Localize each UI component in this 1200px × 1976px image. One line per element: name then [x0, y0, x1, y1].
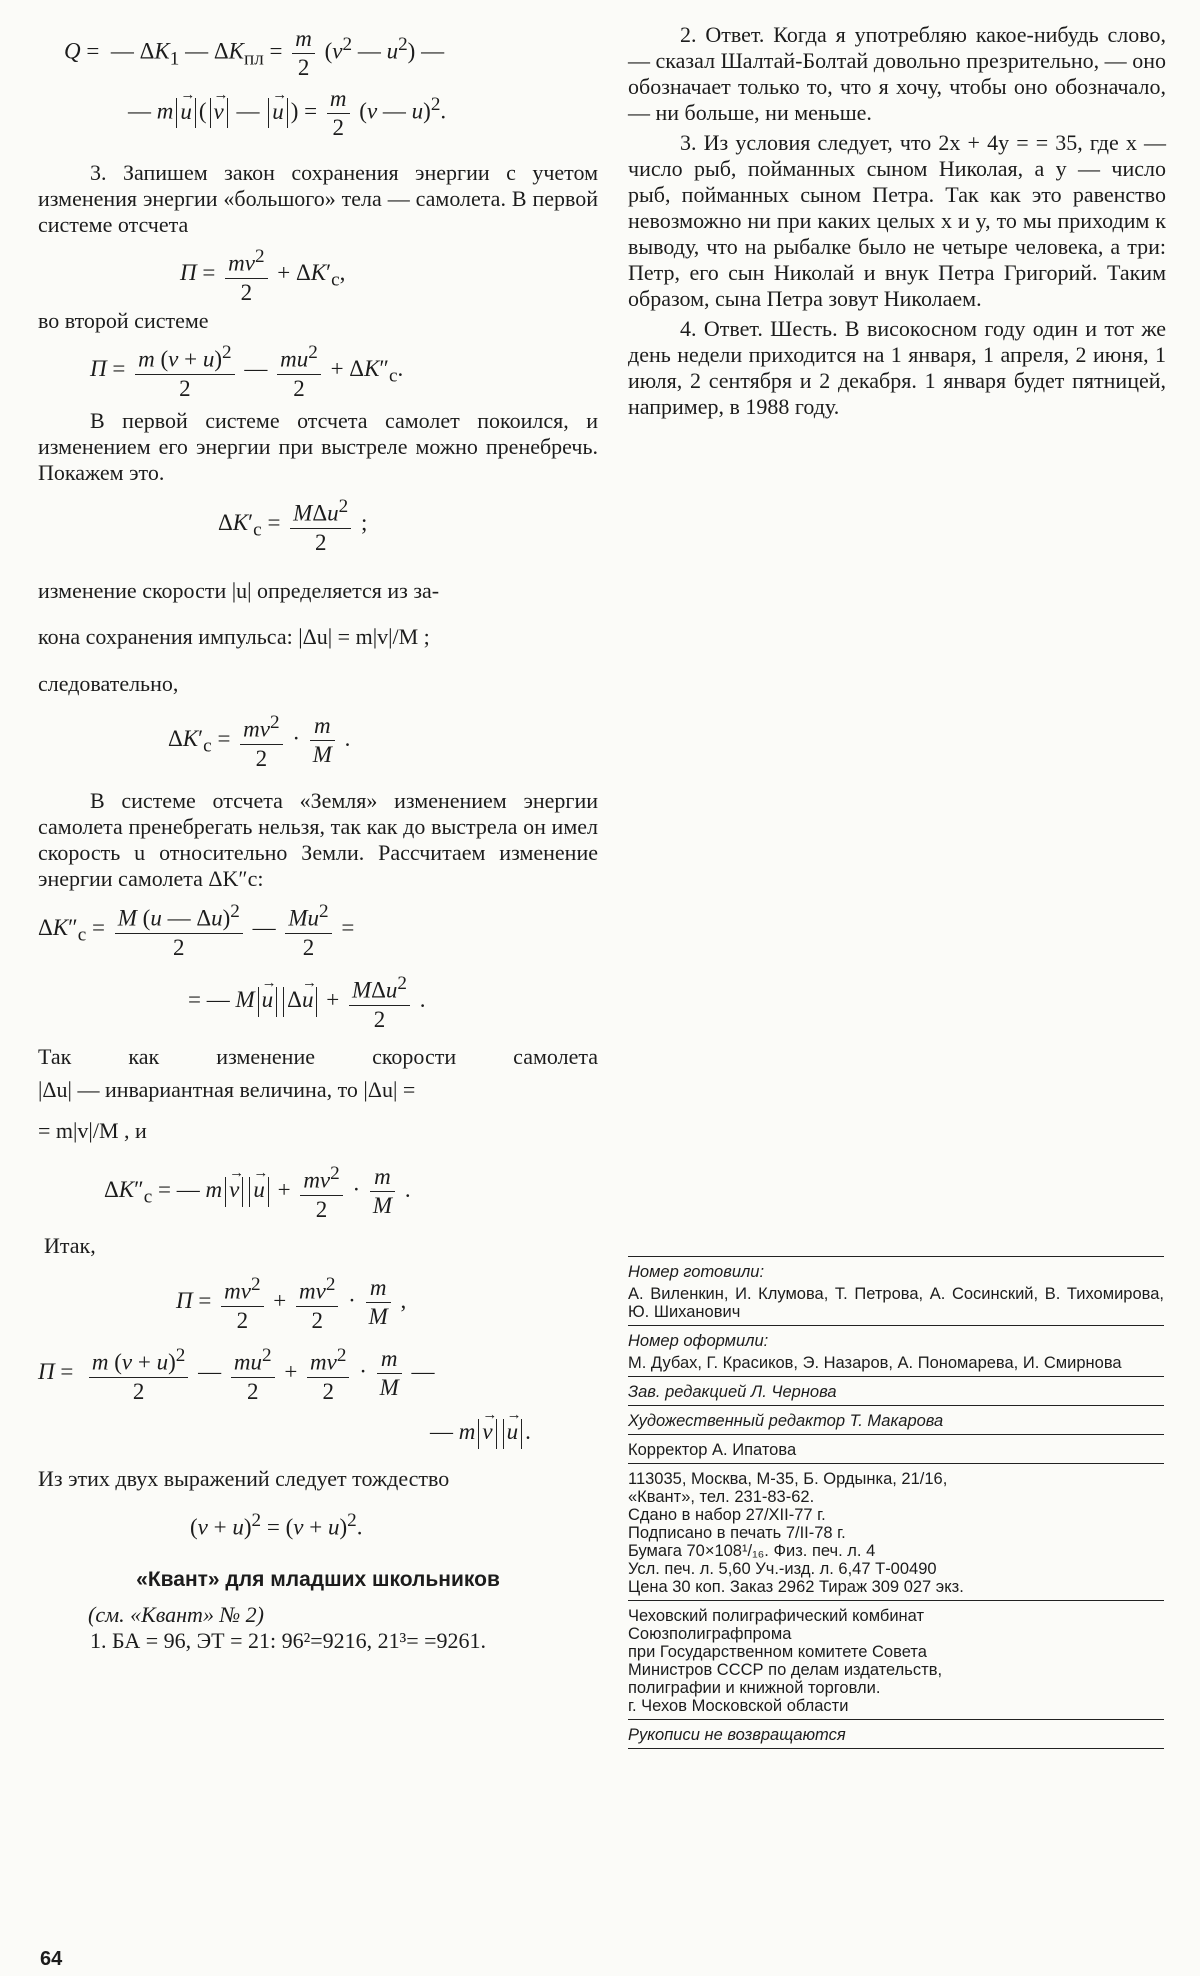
divider — [628, 1600, 1164, 1601]
printer-line: Министров СССР по делам издательств, — [628, 1661, 943, 1679]
prepared-label: Номер готовили: — [628, 1263, 765, 1281]
answer-1: 1. БА = 96, ЭТ = 21: 96²=9216, 21³= =9261. — [90, 1628, 487, 1653]
paragraph-therefore: следовательно, — [38, 671, 179, 696]
paragraph-first-system: В первой системе отсчета самолет покоился, и изменением его энергии при выстреле можно пренебречь. Покажем это. — [38, 408, 598, 485]
equation-4: $\Delta K'_с$ = $\frac{M\Delta u^2}{2}$ ; — [218, 486, 598, 560]
equation-6: $\Delta K''_с$ = $\frac{M (u — \Delta u)^2}{2}$ — $\frac{Mu^2}{2}$ = = — M→ u Δ→ u + $\frac{M\Delta u^2}{2}$ . — [38, 892, 598, 1036]
equation-2: П = $\frac{mv^2}{2}$ + $\Delta K'_с$, — [180, 238, 598, 308]
left-column — [38, 18, 598, 1654]
paragraph-3: 3. Запишем закон сохранения энергии с учетом изменения энергии «большого» тела — самолета. В первой системе отсчета — [38, 160, 598, 237]
proofreader: Корректор А. Ипатова — [628, 1441, 797, 1459]
address-line: 113035, Москва, М-35, Б. Ордынка, 21/16, — [628, 1470, 948, 1488]
address-line: Сдано в набор 27/XII-77 г. — [628, 1506, 826, 1524]
paragraph-since-1: Так как изменение скорости самолета — [38, 1044, 598, 1069]
manuscripts-note: Рукописи не возвращаются — [628, 1726, 846, 1744]
paragraph-since-3: = m|v|/M , и — [38, 1118, 147, 1143]
address-line: Усл. печ. л. 5,60 Уч.-изд. л. 6,47 Т-00490 — [628, 1560, 937, 1578]
divider — [628, 1434, 1164, 1435]
divider — [628, 1748, 1164, 1749]
equation-9: П = $\frac{m (v + u)^2}{2}$ — $\frac{mu^2}{2}$ + $\frac{mv^2}{2}$ · $\frac{m}{M}$ — — m→ v→ u . — [38, 1336, 598, 1456]
paragraph-change-2: кона сохранения импульса: |Δu| = m|v|/M ; — [38, 624, 430, 649]
printer-line: Союзполиграфпрома — [628, 1625, 792, 1643]
designed-label: Номер оформили: — [628, 1332, 769, 1350]
answer-2: 2. Ответ. Когда я употребляю какое-нибудь слово, — сказал Шалтай-Болтай довольно презрительно, — оно обозначает только то, что я хочу, чтобы оно обозначало, — ни больше, ни меньше. — [628, 22, 1166, 125]
divider — [628, 1256, 1164, 1257]
address-line: Подписано в печать 7/II-78 г. — [628, 1524, 846, 1542]
right-column — [628, 22, 1166, 420]
prepared-names: А. Виленкин, И. Клумова, Т. Петрова, А. Сосинский, В. Тихомирова, Ю. Шиханович — [628, 1285, 1164, 1321]
paragraph-identity: Из этих двух выражений следует тождество — [38, 1466, 450, 1491]
divider — [628, 1463, 1164, 1464]
section-heading: «Квант» для младших школьников — [136, 1568, 500, 1591]
answer-3: 3. Из условия следует, что 2x + 4y = = 35, где x — число рыб, пойманных сыном Николая, а y — число рыб, пойманных сыном Петра. Так как это равенство невозможно ни при каких целых x и y, то мы приходим к выводу, что на рыбалке было не четыре человека, а три: Петр, его сын Николай и внук Петра Григорий. Таким образом, сына Петра зовут Николаем. — [628, 130, 1166, 311]
divider — [628, 1325, 1164, 1326]
prepared-by — [628, 1263, 1164, 1321]
printer-line: при Государственном комитете Совета — [628, 1643, 927, 1661]
printer-block — [628, 1607, 1164, 1715]
paragraph-second-system: во второй системе — [38, 308, 209, 333]
head-editorial: Зав. редакцией Л. Чернова — [628, 1383, 837, 1401]
art-editor: Художественный редактор Т. Макарова — [628, 1412, 944, 1430]
address-line: Бумага 70×108¹/₁₆. Физ. печ. л. 4 — [628, 1542, 876, 1560]
designed-names: М. Дубах, Г. Красиков, Э. Назаров, А. Пономарева, И. Смирнова — [628, 1354, 1122, 1372]
divider — [628, 1719, 1164, 1720]
equation-3: П = $\frac{m (v + u)^2}{2}$ — $\frac{mu^2}{2}$ + $\Delta K''_с$. — [90, 334, 598, 404]
equation-1: Q = — $\Delta K_1$ — $\Delta K_{пл}$ = $\frac{m}{2}$ ($v^2$ — $u^2$) — — m→ u (→ v — → u ) = $\frac{m}{2}$ (v — u)$^2$. — [38, 18, 598, 138]
divider — [628, 1376, 1164, 1377]
equation-8: П = $\frac{mv^2}{2}$ + $\frac{mv^2}{2}$ · $\frac{m}{M}$ , — [176, 1266, 598, 1336]
printer-line: полиграфии и книжной торговли. — [628, 1679, 881, 1697]
designed-by — [628, 1332, 1164, 1372]
address-line: Цена 30 коп. Заказ 2962 Тираж 309 027 экз. — [628, 1578, 964, 1596]
equation-7: $\Delta K''_с$ = — m→ v→ u + $\frac{mv^2}{2}$ · $\frac{m}{M}$ . — [104, 1154, 598, 1226]
address-block — [628, 1470, 1164, 1596]
paragraph-thus: Итак, — [44, 1233, 96, 1258]
paragraph-change-1: изменение скорости |u| определяется из за- — [38, 578, 440, 603]
colophon — [628, 1252, 1164, 1755]
printer-line: Чеховский полиграфический комбинат — [628, 1607, 925, 1625]
printer-line: г. Чехов Московской области — [628, 1697, 849, 1715]
answer-4: 4. Ответ. Шесть. В високосном году один и тот же день недели приходится на 1 января, 1 апреля, 2 июня, 1 июля, 2 сентября и 2 декабря. 1 января будет пятницей, например, в 1988 году. — [628, 316, 1166, 419]
paragraph-earth: В системе отсчета «Земля» изменением энергии самолета пренебрегать нельзя, так как до выстрела он имел скорость u относительно Земли. Рассчитаем изменение энергии самолета ΔK″c: — [38, 788, 598, 891]
paragraph-since-2: |Δu| — инвариантная величина, то |Δu| = — [38, 1077, 416, 1102]
page-number: 64 — [40, 1948, 63, 1970]
divider — [628, 1405, 1164, 1406]
address-line: «Квант», тел. 231-83-62. — [628, 1488, 815, 1506]
equation-5: $\Delta K'_с$ = $\frac{mv^2}{2}$ · $\frac{m}{M}$ . — [168, 702, 598, 776]
equation-10: $(v + u)^2 = (v + u)^2$. — [190, 1510, 363, 1540]
section-subheading: (см. «Квант» № 2) — [88, 1602, 265, 1627]
